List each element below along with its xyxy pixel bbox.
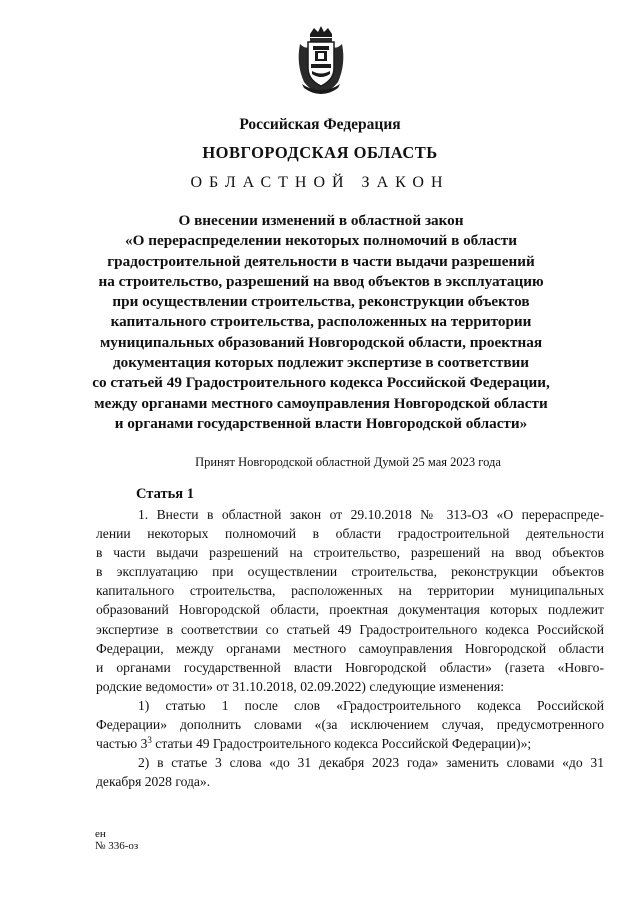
title-line: на строительство, разрешений на ввод объектов в эксплуатацию	[98, 272, 544, 290]
text-line: лении некоторых полномочий в области градостроительной деятельности	[96, 526, 604, 542]
text-line	[96, 734, 604, 753]
text-line: декабря 2028 года».	[96, 774, 211, 790]
coat-of-arms-icon	[296, 24, 346, 96]
adoption-note: Принят Новгородской областной Думой 25 мая 2023 года	[195, 455, 501, 469]
operator-initials: ен	[95, 828, 106, 840]
title-line: документация которых подлежит экспертизе в соответствии	[112, 354, 530, 372]
text-line: Федерации» дополнить словами «(за исключением случая, предусмотренного	[96, 717, 604, 733]
country-name: Российская Федерация	[239, 116, 401, 133]
text-line: родские ведомости» от 31.10.2018, 02.09.2022) следующие изменения:	[96, 678, 505, 694]
paragraph-3	[96, 753, 604, 791]
law-title	[80, 211, 562, 434]
text-line: 1) статью 1 после слов «Градостроительного кодекса Российской	[138, 697, 604, 713]
title-line: между органами местного самоуправления Новгородской области	[94, 394, 548, 412]
text-line: 1. Внести в областной закон от 29.10.2018 № 313-ОЗ «О перераспреде-	[138, 507, 604, 522]
text-fragment: статьи 49 Градостроительного кодекса Российской Федерации)»;	[151, 736, 532, 752]
text-line: 2) в статье 3 слова «до 31 декабря 2023 года» заменить словами «до 31	[138, 755, 604, 771]
article-heading: Статья 1	[136, 486, 194, 502]
text-line: в части выдачи разрешений на строительство, разрешений на ввод объектов	[96, 545, 604, 561]
text-line: капитального строительства, расположенных на территории муниципальных	[96, 583, 604, 599]
title-line: О внесении изменений в областной закон	[178, 212, 464, 229]
registration-number: № 336-оз	[95, 840, 139, 852]
title-line: градостроительной деятельности в части выдачи разрешений	[107, 252, 535, 270]
footer-registration	[95, 828, 138, 852]
text-line: экспертизе в соответствии со статьей 49 Градостроительного кодекса Российской	[96, 621, 604, 637]
paragraph-2	[96, 696, 604, 753]
article-body	[96, 505, 604, 791]
text-line: Федерации, между органами местного самоуправления Новгородской области	[96, 640, 604, 656]
title-line: и органами государственной власти Новгородской области»	[114, 414, 528, 432]
paragraph-1	[96, 505, 604, 696]
document-type: ОБЛАСТНОЙ ЗАКОН	[190, 174, 450, 191]
title-line: «О перераспределении некоторых полномочий в области	[125, 232, 517, 250]
title-line: муниципальных образований Новгородской области, проектная	[99, 333, 543, 351]
text-line: в эксплуатацию при осуществлении строительства, реконструкции объектов	[96, 564, 604, 580]
title-line: при осуществлении строительства, реконструкции объектов	[112, 293, 530, 311]
text-line: и органами государственной власти Новгородской области» (газета «Новго-	[96, 659, 604, 675]
region-name: НОВГОРОДСКАЯ ОБЛАСТЬ	[202, 143, 438, 162]
superscript: 3	[147, 735, 152, 746]
title-line: со статьей 49 Градостроительного кодекса Российской Федерации,	[92, 374, 550, 392]
text-line: образований Новгородской области, проектная документация которых подлежит	[96, 602, 604, 618]
text-fragment: частью 3	[96, 736, 148, 752]
title-line: капитального строительства, расположенных на территории	[110, 313, 532, 331]
